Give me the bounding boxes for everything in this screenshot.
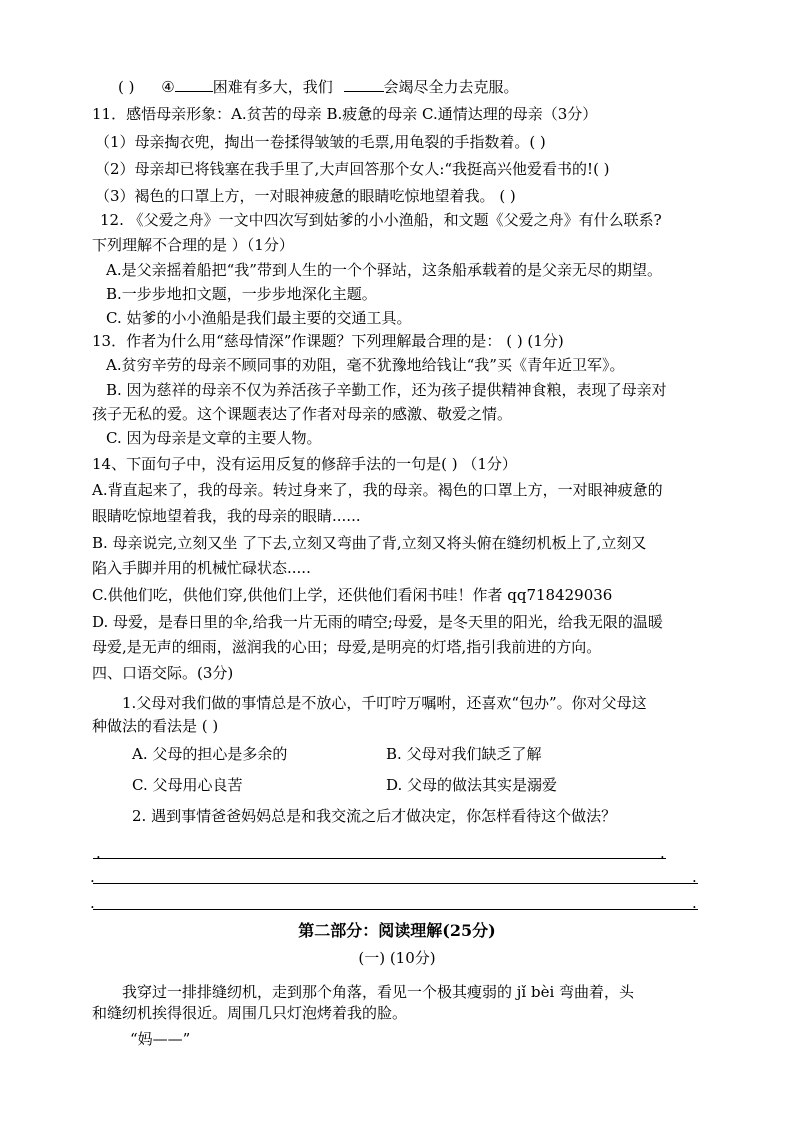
question-13-stem: 13．作者为什么用“慈母情深”作课题？下列理解最合理的是： ( ) (1分) xyxy=(92,332,564,350)
answer-dot: . xyxy=(90,894,95,912)
question-12-option: A.是父亲摇着船把“我”带到人生的一个个驿站，这条船承载着的是父亲无尽的期望。 xyxy=(106,261,662,279)
question-14-option-a: A.背直起来了，我的母亲。转过身来了，我的母亲。褐色的口罩上方，一对眼神疲惫的 xyxy=(92,481,663,499)
reading-quote: “妈——” xyxy=(130,1030,191,1048)
question-14-option-d: D. 母爱，是春日里的伞,给我一片无雨的晴空;母爱，是冬天里的阳光，给我无限的温暖 xyxy=(92,613,663,631)
section-4-option-d: D. 父母的做法其实是溺爱 xyxy=(386,776,558,794)
part-2-title: 第二部分：阅读理解(25分) xyxy=(298,921,496,940)
answer-dot: . xyxy=(692,894,697,912)
item-text: 困难有多大，我们 xyxy=(212,78,333,96)
item-number: ④ xyxy=(161,78,175,96)
question-13-option-c: C. 因为母亲是文章的主要人物。 xyxy=(106,429,322,447)
question-11-item: （1）母亲掏衣兜，掏出一卷揉得皱皱的毛票,用龟裂的手指数着。( ) xyxy=(95,133,546,151)
section-4-option-b: B. 父母对我们缺乏了解 xyxy=(386,745,542,763)
answer-dot: . xyxy=(660,844,665,862)
answer-rule xyxy=(93,858,666,859)
answer-paren[interactable]: ( ) xyxy=(118,78,135,96)
section-4-option-c: C. 父母用心良苦 xyxy=(132,776,243,794)
fill-blank[interactable] xyxy=(175,77,213,92)
section-4-option-a: A. 父母的担心是多余的 xyxy=(132,745,288,763)
question-14-option-b: 陷入手脚并用的机械忙碌状态..... xyxy=(92,559,311,577)
question-12-option: C. 姑爹的小小渔船是我们最主要的交通工具。 xyxy=(106,309,412,327)
q10-item4-line xyxy=(118,77,519,97)
question-11-item: （3）褐色的口罩上方，一对眼神疲惫的眼睛吃惊地望着我。 ( ) xyxy=(95,187,516,205)
answer-dot: . xyxy=(96,844,101,862)
answer-dot: . xyxy=(692,868,697,886)
question-13-option-b: B. 因为慈祥的母亲不仅为养活孩子辛勤工作，还为孩子提供精神食粮，表现了母亲对 xyxy=(106,381,667,399)
question-14-option-a: 眼睛吃惊地望着我，我的母亲的眼睛...... xyxy=(92,507,361,525)
item-text: 会竭尽全力去克服。 xyxy=(383,78,519,96)
reading-paragraph: 和缝纫机挨得很近。周围几只灯泡烤着我的脸。 xyxy=(92,1004,408,1022)
question-12-stem: 下列理解不合理的是 ）（1分） xyxy=(92,236,294,254)
question-12-option: B.一步步地扣文题，一步步地深化主题。 xyxy=(106,285,377,303)
section-4-q2: 2. 遇到事情爸爸妈妈总是和我交流之后才做决定，你怎样看待这个做法？ xyxy=(132,807,617,825)
question-14-option-c: C.供他们吃，供他们穿,供他们上学，还供他们看闲书哇！作者 qq718429036 xyxy=(92,586,613,604)
question-13-option-a: A.贫穷辛劳的母亲不顾同事的劝阻，毫不犹豫地给钱让“我”买《青年近卫军》。 xyxy=(106,356,625,374)
answer-dot: . xyxy=(90,868,95,886)
question-11-stem: 11．感悟母亲形象：A.贫苦的母亲 B.疲惫的母亲 C.通情达理的母亲（3分） xyxy=(92,105,598,123)
section-4-q1: 1.父母对我们做的事情总是不放心，千叮咛万嘱咐，还喜欢“包办”。你对父母这 xyxy=(122,694,647,712)
part-2-subtitle: (一) (10分) xyxy=(358,949,436,967)
question-14-option-d: 母爱,是无声的细雨，滋润我的心田；母爱,是明亮的灯塔,指引我前进的方向。 xyxy=(92,638,602,656)
question-14-option-b: B. 母亲说完,立刻又坐 了下去,立刻又弯曲了背,立刻又将头俯在缝纫机板上了,立刻又 xyxy=(92,534,647,552)
reading-paragraph: 我穿过一排排缝纫机，走到那个角落，看见一个极其瘦弱的 jǐ bèi 弯曲着，头 xyxy=(122,983,635,1001)
answer-rule xyxy=(93,909,698,910)
question-12-stem: 12. 《父爱之舟》一文中四次写到姑爹的小小渔船，和文题《父爱之舟》有什么联系? xyxy=(100,211,662,229)
section-4-q1: 种做法的看法是 ( ) xyxy=(92,717,219,735)
question-14-stem: 14、下面句子中，没有运用反复的修辞手法的一句是( ) （1分） xyxy=(92,455,517,473)
fill-blank[interactable] xyxy=(344,77,384,92)
question-13-option-b: 孩子无私的爱。这个课题表达了作者对母亲的感激、敬爱之情。 xyxy=(92,405,513,423)
answer-rule xyxy=(93,883,698,884)
section-4-heading: 四、口语交际。(3分) xyxy=(92,664,234,682)
question-11-item: （2）母亲却已将钱塞在我手里了,大声回答那个女人:“我挺高兴他爱看书的!( ) xyxy=(95,160,610,178)
